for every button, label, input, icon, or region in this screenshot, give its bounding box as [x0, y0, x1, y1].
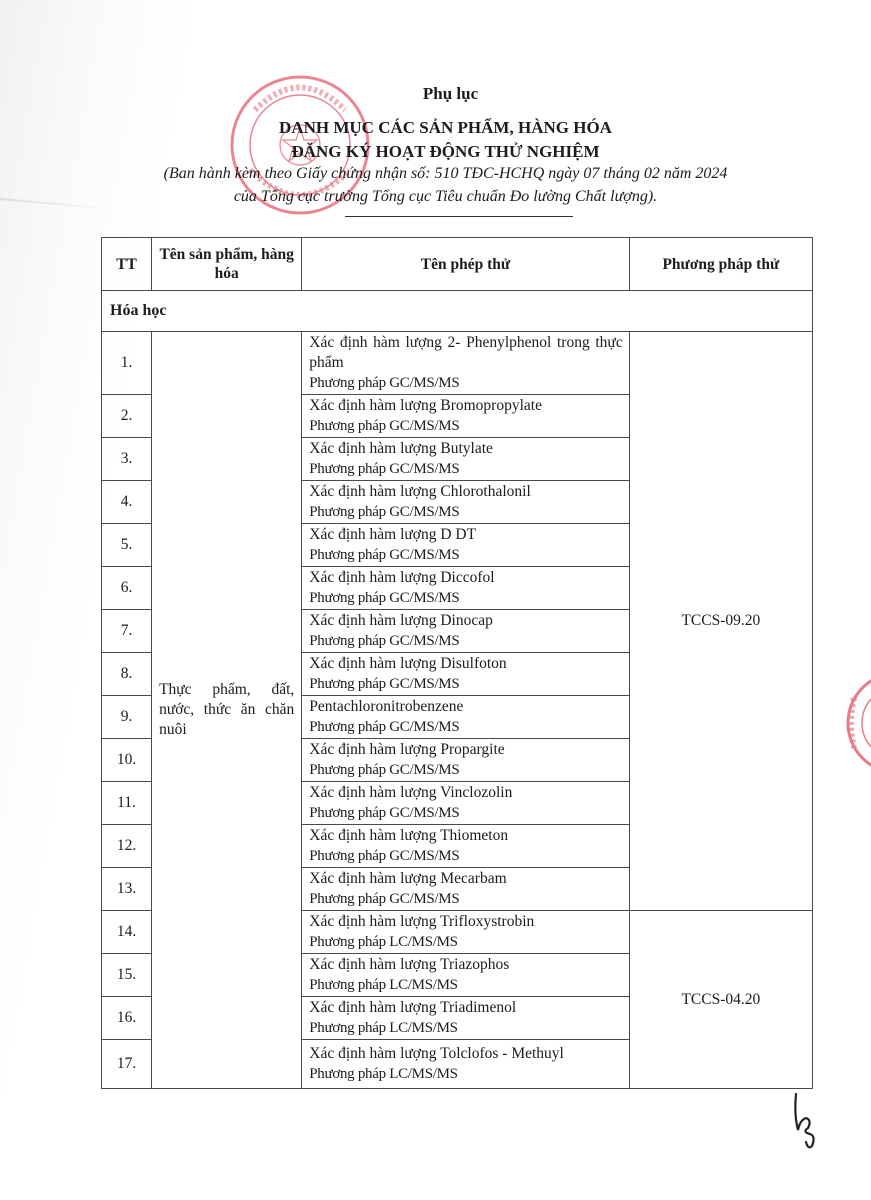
row-number: 15. [102, 954, 152, 997]
test-list-table [101, 237, 813, 1089]
test-name-cell [302, 567, 629, 610]
test-name: Xác định hàm lượng Thiometon [309, 827, 509, 844]
table-header-row [102, 238, 813, 291]
row-number: 8. [102, 653, 152, 696]
row-number: 13. [102, 868, 152, 911]
row-number: 5. [102, 524, 152, 567]
appendix-label: Phụ lục [422, 84, 479, 103]
test-name-cell [302, 997, 629, 1040]
test-name: Pentachloronitrobenzene [309, 698, 464, 715]
test-method: Phương pháp GC/MS/MS [309, 805, 460, 821]
test-method: Phương pháp GC/MS/MS [309, 590, 460, 606]
row-number: 12. [102, 825, 152, 868]
test-name: Xác định hàm lượng Propargite [309, 741, 505, 758]
test-name-cell [302, 438, 629, 481]
row-number: 7. [102, 610, 152, 653]
test-name-cell [302, 868, 629, 911]
test-name: Xác định hàm lượng Triazophos [309, 956, 510, 973]
test-method: Phương pháp GC/MS/MS [309, 633, 460, 649]
title-underline [345, 216, 573, 217]
header-test: Tên phép thử [302, 238, 629, 291]
row-number: 11. [102, 782, 152, 825]
test-name: Xác định hàm lượng Bromopropylate [309, 397, 542, 414]
row-number: 6. [102, 567, 152, 610]
row-number: 2. [102, 395, 152, 438]
row-number: 9. [102, 696, 152, 739]
row-number: 14. [102, 911, 152, 954]
test-method: Phương pháp LC/MS/MS [309, 1066, 458, 1082]
row-number: 4. [102, 481, 152, 524]
test-method: Phương pháp GC/MS/MS [309, 676, 460, 692]
test-name-cell [302, 739, 629, 782]
document-title-line1: DANH MỤC CÁC SẢN PHẨM, HÀNG HÓA [279, 118, 612, 137]
test-name-cell [302, 825, 629, 868]
row-number: 1. [102, 332, 152, 395]
header-product: Tên sản phẩm, hàng hóa [152, 238, 302, 291]
test-name: Xác định hàm lượng Vinclozolin [309, 784, 513, 801]
row-number: 10. [102, 739, 152, 782]
test-name: Xác định hàm lượng Mecarbam [309, 870, 507, 887]
test-name-cell [302, 911, 629, 954]
method-standard-cell: TCCS-09.20 [629, 332, 812, 911]
table-row [102, 332, 813, 395]
document-title-line2: ĐĂNG KÝ HOẠT ĐỘNG THỬ NGHIỆM [291, 142, 600, 161]
test-name: Xác định hàm lượng Disulfoton [309, 655, 507, 672]
test-method: Phương pháp LC/MS/MS [309, 934, 458, 950]
test-method: Phương pháp GC/MS/MS [309, 418, 460, 434]
test-name-cell [302, 1040, 629, 1089]
test-name: Xác định hàm lượng Chlorothalonil [309, 483, 531, 500]
handwritten-initials [790, 1090, 820, 1150]
test-name: Xác định hàm lượng 2- Phenylphenol trong thực phẩm [309, 334, 623, 371]
test-name-cell [302, 481, 629, 524]
test-name-cell [302, 332, 629, 395]
test-method: Phương pháp GC/MS/MS [309, 375, 460, 391]
test-name: Xác định hàm lượng Tolclofos - Methuyl [309, 1045, 564, 1062]
test-name-cell [302, 696, 629, 739]
test-name-cell [302, 653, 629, 696]
header-method: Phương pháp thử [629, 238, 812, 291]
row-number: 3. [102, 438, 152, 481]
test-name-cell [302, 395, 629, 438]
test-method: Phương pháp GC/MS/MS [309, 461, 460, 477]
test-method: Phương pháp GC/MS/MS [309, 891, 460, 907]
test-name: Xác định hàm lượng Dinocap [309, 612, 493, 629]
test-name-cell [302, 954, 629, 997]
test-name: Xác định hàm lượng Triadimenol [309, 999, 517, 1016]
test-method: Phương pháp GC/MS/MS [309, 719, 460, 735]
test-name: Xác định hàm lượng Diccofol [309, 569, 495, 586]
test-name: Xác định hàm lượng D DT [309, 526, 477, 543]
test-method: Phương pháp GC/MS/MS [309, 547, 460, 563]
test-name: Xác định hàm lượng Butylate [309, 440, 493, 457]
method-standard-cell: TCCS-04.20 [629, 911, 812, 1089]
test-method: Phương pháp LC/MS/MS [309, 1020, 458, 1036]
document-subtitle-line1: (Ban hành kèm theo Giấy chứng nhận số: 510 TĐC-HCHQ ngày 07 tháng 02 năm 2024 [163, 165, 728, 182]
document-subtitle-line2: của Tổng cục trưởng Tổng cục Tiêu chuẩn Đo lường Chất lượng). [233, 188, 658, 205]
test-name: Xác định hàm lượng Trifloxystrobin [309, 913, 535, 930]
section-row [102, 291, 813, 332]
test-method: Phương pháp GC/MS/MS [309, 848, 460, 864]
test-method: Phương pháp LC/MS/MS [309, 977, 458, 993]
header-tt: TT [102, 238, 152, 291]
test-method: Phương pháp GC/MS/MS [309, 504, 460, 520]
test-name-cell [302, 610, 629, 653]
section-title: Hóa học [102, 291, 813, 332]
row-number: 17. [102, 1040, 152, 1089]
product-group-cell: Thực phẩm, đất, nước, thức ăn chăn nuôi [152, 332, 302, 1089]
test-name-cell [302, 782, 629, 825]
red-seal-stamp-edge [840, 668, 871, 778]
test-name-cell [302, 524, 629, 567]
row-number: 16. [102, 997, 152, 1040]
test-method: Phương pháp GC/MS/MS [309, 762, 460, 778]
